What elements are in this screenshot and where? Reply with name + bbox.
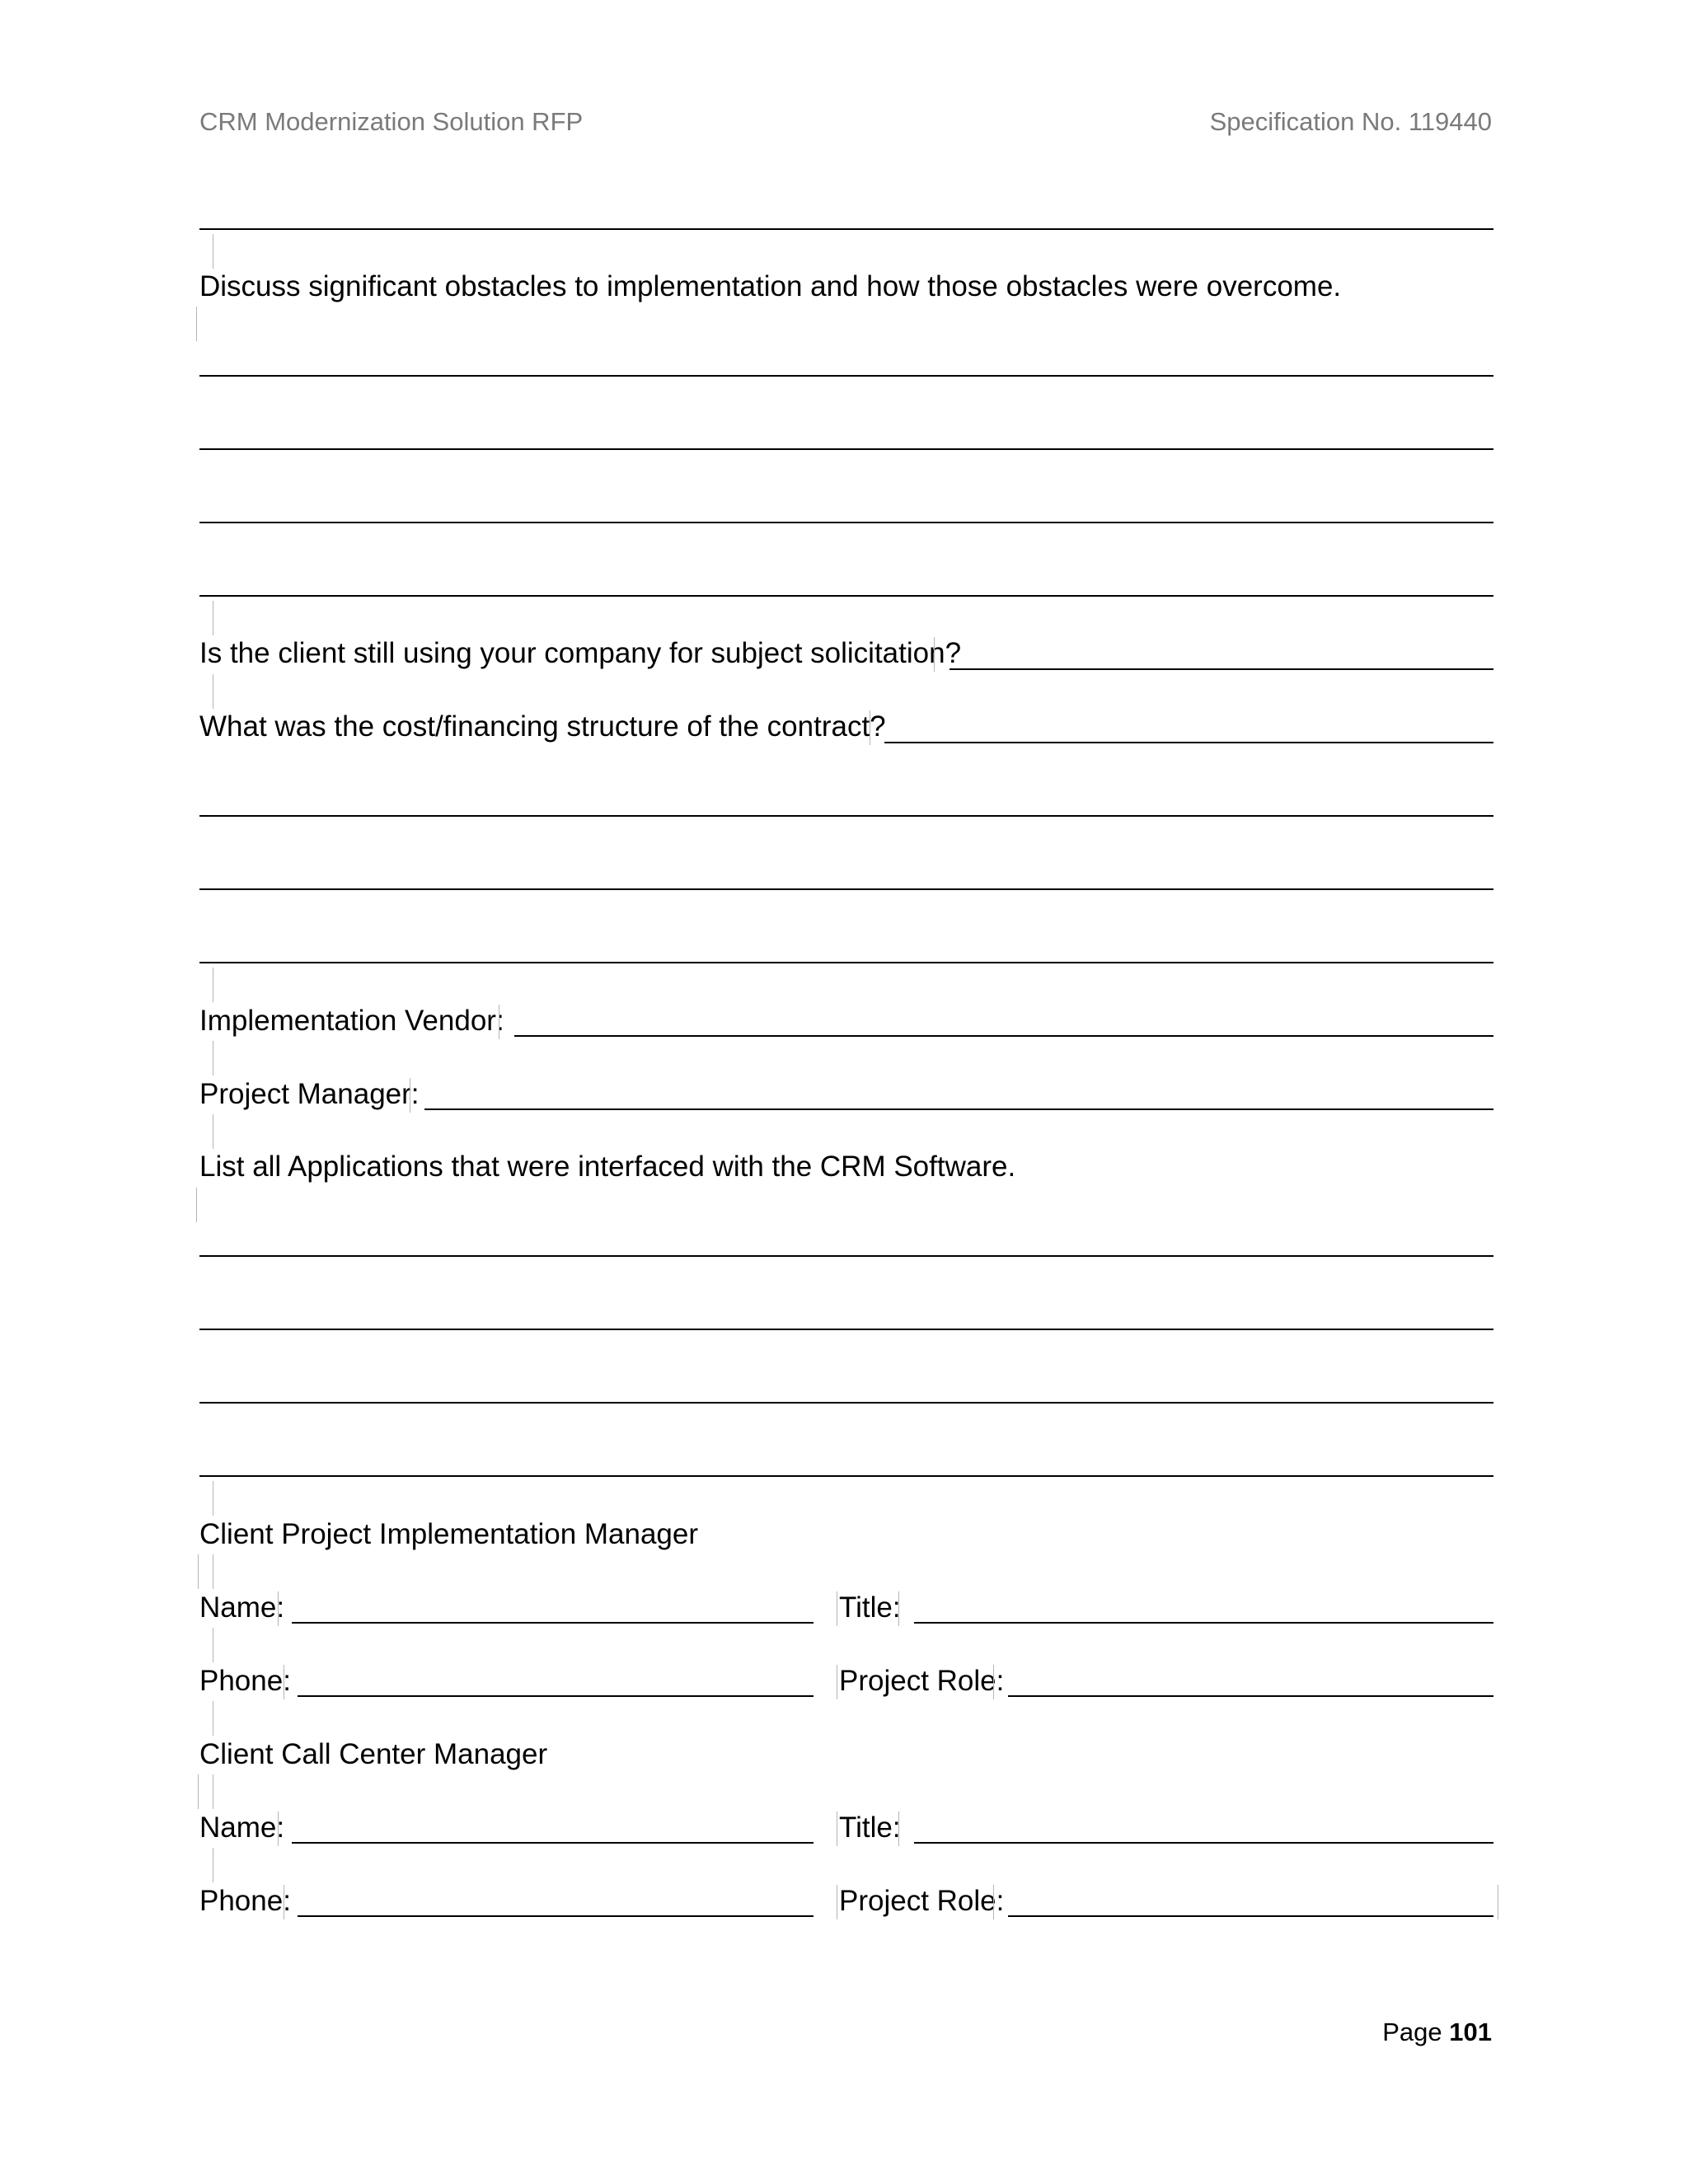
project-manager-field[interactable] [424,1108,1493,1110]
call-center-manager-phone-field[interactable] [298,1915,814,1917]
cost-structure-answer-line[interactable] [884,742,1493,743]
name-label: Name: [199,1591,285,1624]
vendor-field[interactable] [514,1035,1493,1037]
page-footer [1382,2018,1492,2047]
phone-label: Phone: [199,1885,291,1917]
call-center-manager-title-field[interactable] [914,1842,1493,1844]
paragraph-mark [198,1554,199,1589]
paragraph-mark [198,1774,199,1809]
project-manager-label: Project Manager: [199,1078,420,1110]
cost-structure-question: What was the cost/financing structure of the contract? [199,710,886,743]
answer-line[interactable] [199,595,1493,597]
answer-line[interactable] [199,1475,1493,1477]
field-mark [278,1591,279,1626]
page-number: 101 [1449,2018,1492,2046]
field-mark [993,1885,994,1919]
field-mark [898,1591,899,1626]
title-label: Title: [839,1811,901,1844]
obstacles-question: Discuss significant obstacles to implementation and how those obstacles were overcome. [199,270,1342,302]
implementation-manager-heading: Client Project Implementation Manager [199,1518,699,1550]
implementation-manager-phone-field[interactable] [298,1695,814,1697]
answer-line[interactable] [199,448,1493,450]
field-mark [993,1665,994,1699]
field-mark [278,1811,279,1846]
field-mark [898,1811,899,1846]
answer-line[interactable] [199,228,1493,230]
answer-line[interactable] [199,1255,1493,1257]
answer-line[interactable] [199,375,1493,377]
paragraph-mark [196,1188,197,1222]
answer-line[interactable] [199,888,1493,890]
implementation-manager-title-field[interactable] [914,1622,1493,1624]
paragraph-mark [196,307,197,341]
answer-line[interactable] [199,815,1493,817]
call-center-manager-heading: Client Call Center Manager [199,1738,548,1770]
project-role-label: Project Role: [839,1885,1005,1917]
title-label: Title: [839,1591,901,1624]
field-mark [934,637,935,672]
document-title: CRM Modernization Solution RFP [199,107,584,136]
answer-line[interactable] [199,1402,1493,1404]
phone-label: Phone: [199,1665,291,1697]
call-center-manager-name-field[interactable] [292,1842,814,1844]
project-role-label: Project Role: [839,1665,1005,1697]
implementation-manager-role-field[interactable] [1008,1695,1493,1697]
still-using-question: Is the client still using your company for subject solicitation? [199,637,962,669]
vendor-label: Implementation Vendor: [199,1005,504,1037]
still-using-answer-line[interactable] [950,668,1493,670]
applications-question: List all Applications that were interfaced with the CRM Software. [199,1151,1016,1183]
call-center-manager-role-field[interactable] [1008,1915,1493,1917]
page-label: Page [1382,2018,1442,2046]
name-label: Name: [199,1811,285,1844]
implementation-manager-name-field[interactable] [292,1622,814,1624]
specification-number: Specification No. 119440 [1209,107,1492,136]
answer-line[interactable] [199,522,1493,523]
answer-line[interactable] [199,962,1493,963]
answer-line[interactable] [199,1329,1493,1330]
